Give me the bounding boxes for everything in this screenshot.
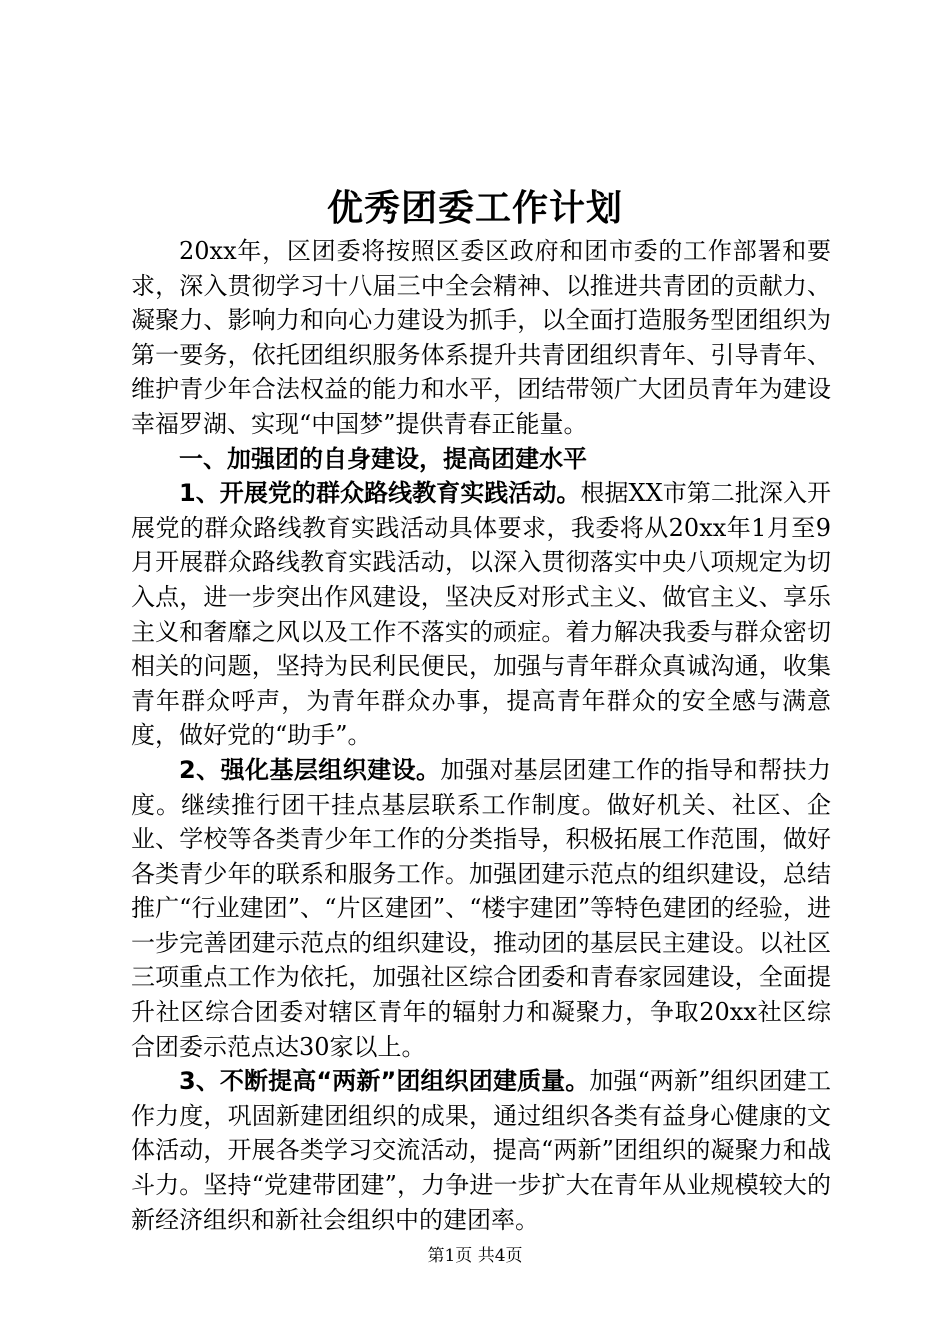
- item-3-text: 加强“两新”组织团建工作力度，巩固新建团组织的成果，通过组织各类有益身心健康的文体活动，开展各类学习交流活动，提高“两新”团组织的凝聚力和战斗力。坚持“党建带团建”，力争进一步扩大在青年从业规模较大的新经济组织和新社会组织中的建团率。: [131, 1067, 831, 1234]
- item-1-paragraph: [131, 476, 831, 753]
- document-title: 优秀团委工作计划: [326, 187, 623, 229]
- intro-paragraph: 20xx年，区团委将按照区委区政府和团市委的工作部署和要求，深入贯彻学习十八届三中全会精神、以推进共青团的贡献力、凝聚力、影响力和向心力建设为抓手，以全面打造服务型团组织为第一要务，依托团组织服务体系提升共青团组织青年、引导青年、维护青少年合法权益的能力和水平，团结带领广大团员青年为建设幸福罗湖、实现“中国梦”提供青春正能量。: [131, 237, 831, 438]
- page-footer: 第1页 共4页: [427, 1246, 523, 1266]
- item-2-lead: 2、强化基层组织建设。: [179, 755, 441, 784]
- section-heading: 一、加强团的自身建设，提高团建水平: [179, 444, 587, 473]
- item-3-lead: 3、不断提高“两新”团组织团建质量。: [179, 1067, 590, 1096]
- item-1-lead: 1、开展党的群众路线教育实践活动。: [179, 479, 581, 508]
- item-2-text: 加强对基层团建工作的指导和帮扶力度。继续推行团干挂点基层联系工作制度。做好机关、社区、企业、学校等各类青少年工作的分类指导，积极拓展工作范围，做好各类青少年的联系和服务工作。加强团建示范点的组织建设，总结推广“行业建团”、“片区建团”、“楼宇建团”等特色建团的经验，进一步完善团建示范点的组织建设，推动团的基层民主建设。以社区三项重点工作为依托，加强社区综合团委和青春家园建设，全面提升社区综合团委对辖区青年的辐射力和凝聚力，争取20xx社区综合团委示范点达30家以上。: [131, 755, 832, 1061]
- item-3-paragraph: [131, 1064, 831, 1237]
- item-2-paragraph: [131, 753, 831, 1064]
- item-1-text: 根据XX市第二批深入开展党的群众路线教育实践活动具体要求，我委将从20xx年1月至9月开展群众路线教育实践活动，以深入贯彻落实中央八项规定为切入点，进一步突出作风建设，坚决反对形式主义、做官主义、享乐主义和奢靡之风以及工作不落实的顽症。着力解决我委与群众密切相关的问题，坚持为民利民便民，加强与青年群众真诚沟通，收集青年群众呼声，为青年群众办事，提高青年群众的安全感与满意度，做好党的“助手”。: [131, 479, 831, 750]
- document-body: [131, 234, 831, 1237]
